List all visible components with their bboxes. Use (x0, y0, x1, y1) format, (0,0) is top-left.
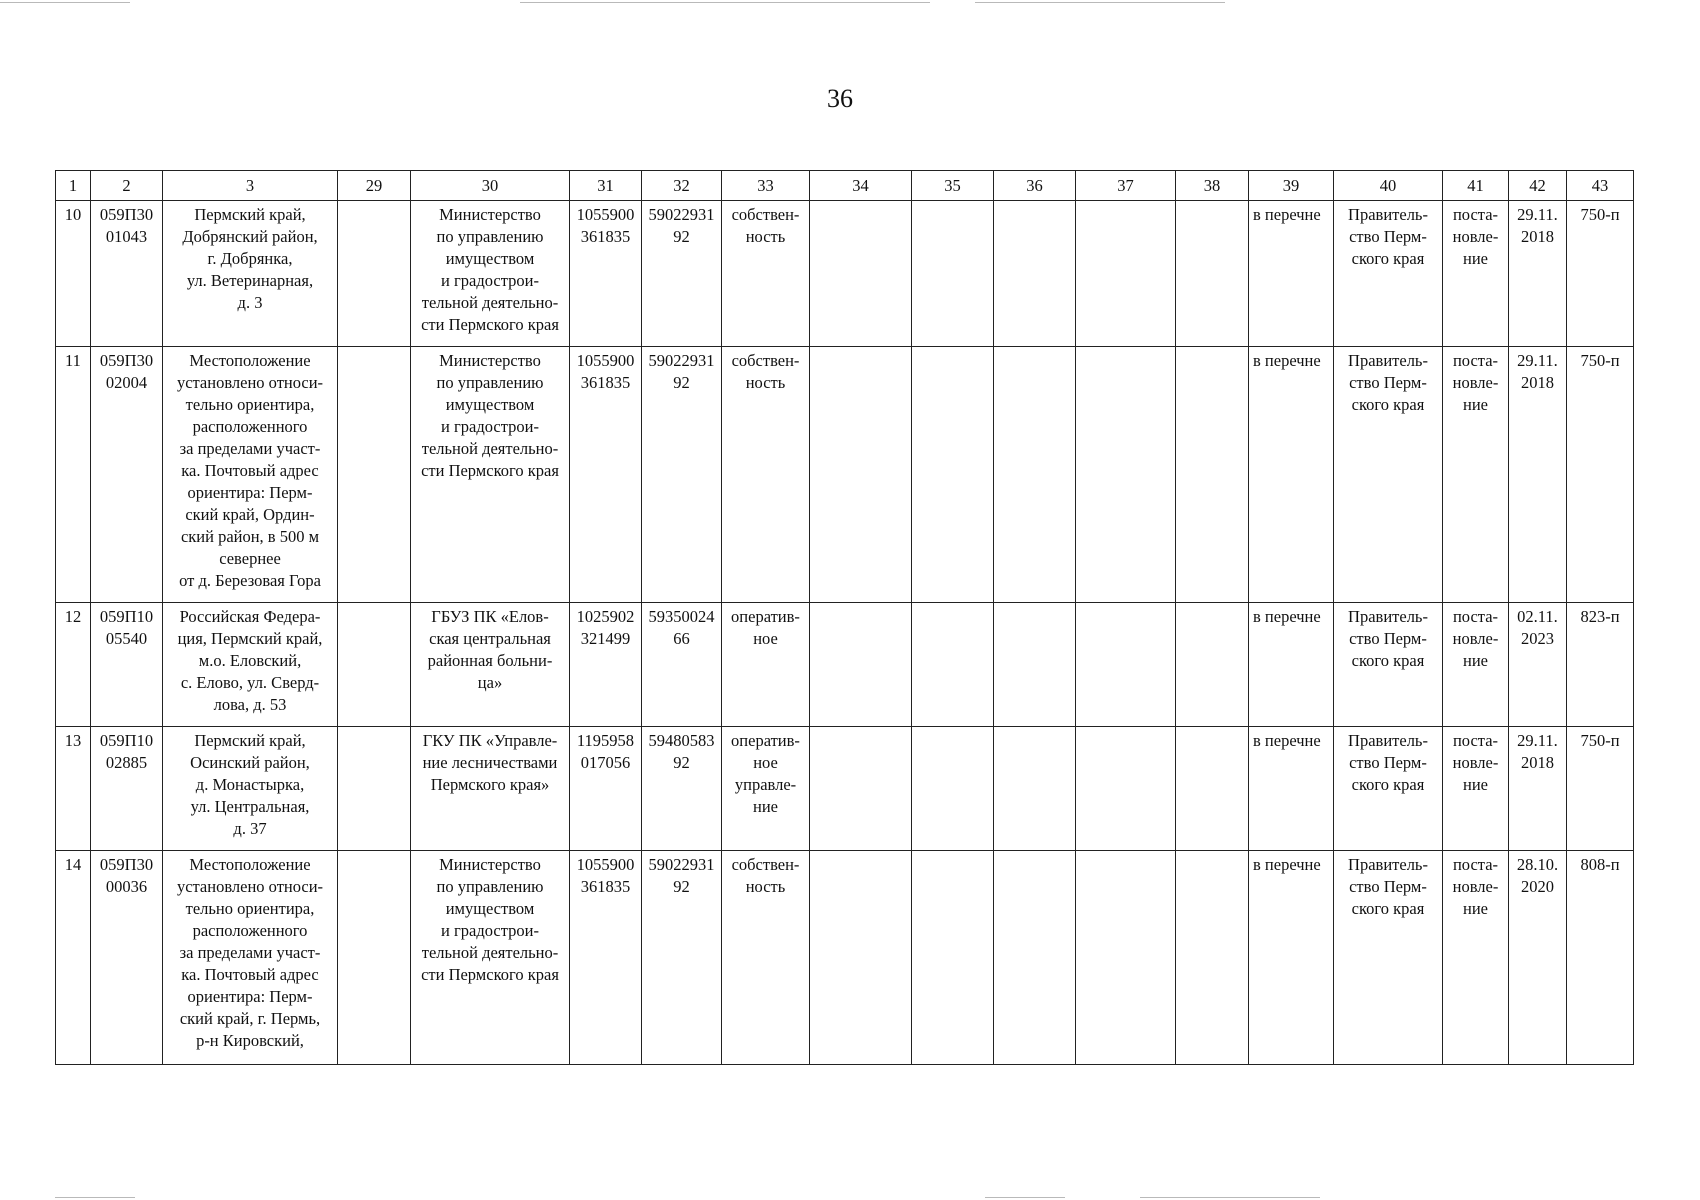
list-status-cell: в перечне (1249, 727, 1334, 851)
cadastral-code: 059П30 01043 (91, 201, 163, 347)
row-number: 11 (56, 347, 91, 603)
table-row (56, 201, 1634, 347)
cell-col-29 (338, 201, 411, 347)
cell-col-38 (1176, 201, 1249, 347)
inn-cell: 59022931 92 (642, 851, 722, 1065)
cell-col-37 (1076, 851, 1176, 1065)
inn-cell: 59022931 92 (642, 347, 722, 603)
authority-cell: Правитель- ство Перм- ского края (1334, 603, 1443, 727)
ogrn-cell: 1055900 361835 (570, 851, 642, 1065)
registry-table (55, 170, 1634, 1065)
cell-col-29 (338, 603, 411, 727)
inn-cell: 59022931 92 (642, 201, 722, 347)
table-row (56, 727, 1634, 851)
scan-artifact-line (55, 1197, 135, 1198)
right-type-cell: собствен- ность (722, 851, 810, 1065)
list-status-cell: в перечне (1249, 201, 1334, 347)
authority-cell: Правитель- ство Перм- ского края (1334, 201, 1443, 347)
address-cell: Российская Федера- ция, Пермский край, м.о. Еловский, с. Елово, ул. Сверд- лова, д. 53 (163, 603, 338, 727)
column-header: 33 (722, 171, 810, 201)
address-cell: Пермский край, Осинский район, д. Монастырка, ул. Центральная, д. 37 (163, 727, 338, 851)
act-number-cell: 750-п (1567, 727, 1634, 851)
column-header: 30 (411, 171, 570, 201)
cell-col-34 (810, 201, 912, 347)
row-number: 12 (56, 603, 91, 727)
cell-col-34 (810, 603, 912, 727)
cadastral-code: 059П10 05540 (91, 603, 163, 727)
right-type-cell: оператив- ное (722, 603, 810, 727)
cell-col-36 (994, 603, 1076, 727)
rightholder-cell: Министерство по управлению имуществом и градострои- тельной деятельно- сти Пермского края (411, 201, 570, 347)
ogrn-cell: 1195958 017056 (570, 727, 642, 851)
column-header: 32 (642, 171, 722, 201)
right-type-cell: собствен- ность (722, 347, 810, 603)
address-cell: Местоположение установлено относи- тельно ориентира, расположенного за пределами участ- ка. Почтовый адрес ориентира: Перм- ский край, Ордин- ский район, в 500 м севернее от д. Березовая Гора (163, 347, 338, 603)
row-number: 14 (56, 851, 91, 1065)
scan-artifact-line (975, 2, 1225, 3)
rightholder-cell: Министерство по управлению имуществом и градострои- тельной деятельно- сти Пермского края (411, 347, 570, 603)
scan-artifact-line (0, 2, 130, 3)
table-row (56, 347, 1634, 603)
cell-col-37 (1076, 727, 1176, 851)
column-header: 38 (1176, 171, 1249, 201)
cell-col-34 (810, 347, 912, 603)
act-type-cell: поста- новле- ние (1443, 727, 1509, 851)
scan-artifact-line (1140, 1197, 1320, 1198)
authority-cell: Правитель- ство Перм- ского края (1334, 727, 1443, 851)
row-number: 13 (56, 727, 91, 851)
cell-col-38 (1176, 727, 1249, 851)
act-type-cell: поста- новле- ние (1443, 347, 1509, 603)
column-header: 41 (1443, 171, 1509, 201)
cell-col-35 (912, 603, 994, 727)
inn-cell: 59350024 66 (642, 603, 722, 727)
act-date-cell: 28.10. 2020 (1509, 851, 1567, 1065)
act-type-cell: поста- новле- ние (1443, 201, 1509, 347)
page-number: 36 (827, 84, 853, 113)
column-header: 1 (56, 171, 91, 201)
cell-col-34 (810, 727, 912, 851)
act-date-cell: 29.11. 2018 (1509, 201, 1567, 347)
authority-cell: Правитель- ство Перм- ского края (1334, 851, 1443, 1065)
rightholder-cell: ГБУЗ ПК «Елов- ская центральная районная больни- ца» (411, 603, 570, 727)
scan-artifact-line (985, 1197, 1065, 1198)
cell-col-35 (912, 201, 994, 347)
cell-col-29 (338, 347, 411, 603)
right-type-cell: оператив- ное управле- ние (722, 727, 810, 851)
ogrn-cell: 1025902 321499 (570, 603, 642, 727)
cell-col-35 (912, 851, 994, 1065)
cell-col-29 (338, 851, 411, 1065)
cell-col-37 (1076, 347, 1176, 603)
scan-artifact-line (520, 2, 930, 3)
act-date-cell: 02.11. 2023 (1509, 603, 1567, 727)
act-number-cell: 823-п (1567, 603, 1634, 727)
list-status-cell: в перечне (1249, 851, 1334, 1065)
column-header: 34 (810, 171, 912, 201)
cell-col-37 (1076, 603, 1176, 727)
cell-col-34 (810, 851, 912, 1065)
act-number-cell: 750-п (1567, 347, 1634, 603)
act-number-cell: 808-п (1567, 851, 1634, 1065)
list-status-cell: в перечне (1249, 603, 1334, 727)
address-cell: Местоположение установлено относи- тельно ориентира, расположенного за пределами участ- ка. Почтовый адрес ориентира: Перм- ский край, г. Пермь, р-н Кировский, (163, 851, 338, 1065)
column-header: 37 (1076, 171, 1176, 201)
column-header: 2 (91, 171, 163, 201)
column-header: 39 (1249, 171, 1334, 201)
cell-col-36 (994, 851, 1076, 1065)
column-header: 40 (1334, 171, 1443, 201)
rightholder-cell: Министерство по управлению имуществом и градострои- тельной деятельно- сти Пермского края (411, 851, 570, 1065)
act-type-cell: поста- новле- ние (1443, 851, 1509, 1065)
list-status-cell: в перечне (1249, 347, 1334, 603)
act-number-cell: 750-п (1567, 201, 1634, 347)
column-header: 31 (570, 171, 642, 201)
cell-col-36 (994, 347, 1076, 603)
column-header: 43 (1567, 171, 1634, 201)
column-header: 36 (994, 171, 1076, 201)
cell-col-35 (912, 347, 994, 603)
cadastral-code: 059П10 02885 (91, 727, 163, 851)
cell-col-38 (1176, 851, 1249, 1065)
table-header-row (56, 171, 1634, 201)
column-header: 35 (912, 171, 994, 201)
column-header: 3 (163, 171, 338, 201)
address-cell: Пермский край, Добрянский район, г. Добрянка, ул. Ветеринарная, д. 3 (163, 201, 338, 347)
right-type-cell: собствен- ность (722, 201, 810, 347)
table-row (56, 851, 1634, 1065)
cell-col-29 (338, 727, 411, 851)
ogrn-cell: 1055900 361835 (570, 201, 642, 347)
table-row (56, 603, 1634, 727)
ogrn-cell: 1055900 361835 (570, 347, 642, 603)
act-date-cell: 29.11. 2018 (1509, 347, 1567, 603)
authority-cell: Правитель- ство Перм- ского края (1334, 347, 1443, 603)
column-header: 29 (338, 171, 411, 201)
cell-col-37 (1076, 201, 1176, 347)
act-date-cell: 29.11. 2018 (1509, 727, 1567, 851)
row-number: 10 (56, 201, 91, 347)
column-header: 42 (1509, 171, 1567, 201)
cell-col-36 (994, 201, 1076, 347)
cell-col-38 (1176, 347, 1249, 603)
cell-col-38 (1176, 603, 1249, 727)
act-type-cell: поста- новле- ние (1443, 603, 1509, 727)
cadastral-code: 059П30 02004 (91, 347, 163, 603)
inn-cell: 59480583 92 (642, 727, 722, 851)
cell-col-36 (994, 727, 1076, 851)
rightholder-cell: ГКУ ПК «Управле- ние лесничествами Пермского края» (411, 727, 570, 851)
cell-col-35 (912, 727, 994, 851)
cadastral-code: 059П30 00036 (91, 851, 163, 1065)
